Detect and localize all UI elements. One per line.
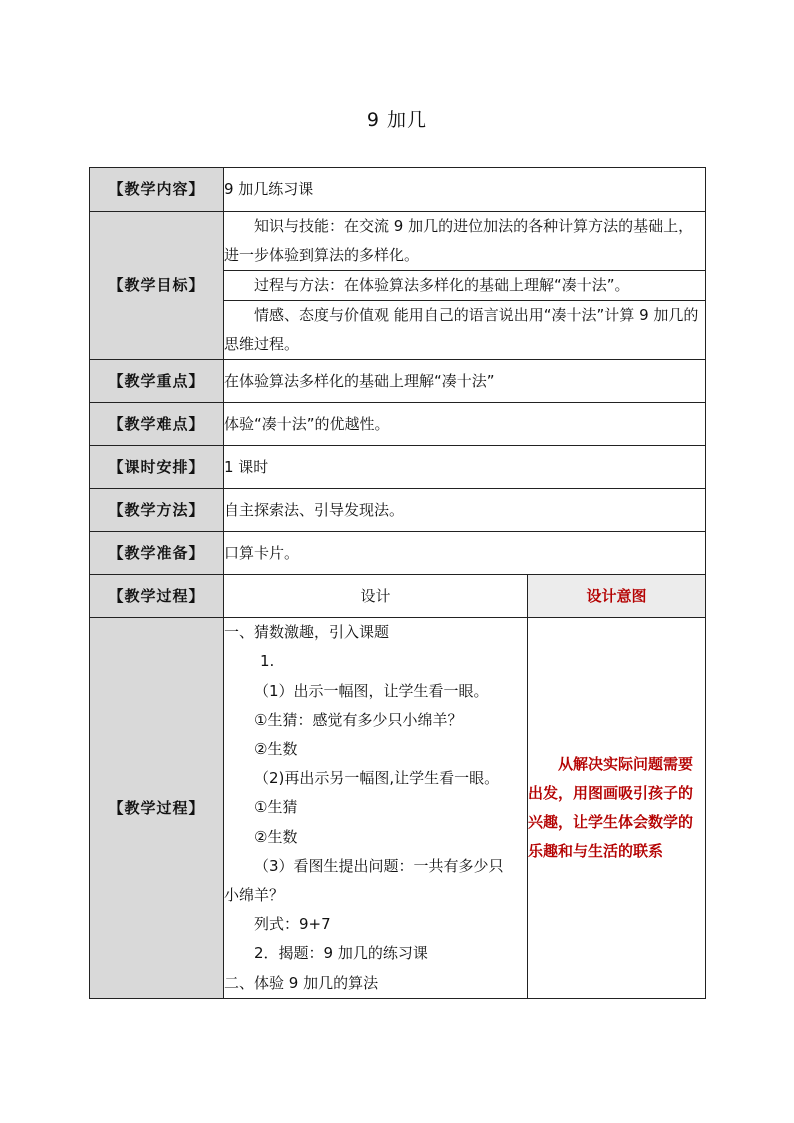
design-line: （1）出示一幅图，让学生看一眼。 bbox=[254, 681, 489, 700]
row-goal-1 bbox=[90, 212, 706, 271]
value-difficulties: 体验“凑十法”的优越性。 bbox=[224, 403, 706, 446]
row-process bbox=[90, 618, 706, 999]
design-line: （2)再出示另一幅图,让学生看一眼。 bbox=[254, 769, 500, 788]
label-process: 【教学过程】 bbox=[90, 618, 224, 999]
value-key-points: 在体验算法多样化的基础上理解“凑十法” bbox=[224, 360, 706, 403]
row-schedule bbox=[90, 446, 706, 489]
design-line: ②生数 bbox=[254, 739, 298, 758]
design-intent bbox=[528, 618, 706, 999]
design-line: 1. bbox=[260, 652, 275, 671]
value-methods: 自主探索法、引导发现法。 bbox=[224, 489, 706, 532]
design-line: ②生数 bbox=[254, 827, 298, 846]
label-content: 【教学内容】 bbox=[90, 168, 224, 212]
value-preparation: 口算卡片。 bbox=[224, 532, 706, 575]
row-difficulties bbox=[90, 403, 706, 446]
label-methods: 【教学方法】 bbox=[90, 489, 224, 532]
row-process-header bbox=[90, 575, 706, 618]
label-difficulties: 【教学难点】 bbox=[90, 403, 224, 446]
row-preparation bbox=[90, 532, 706, 575]
design-line: 列式：9+7 bbox=[254, 915, 331, 934]
lesson-plan-table bbox=[89, 167, 706, 999]
row-key-points bbox=[90, 360, 706, 403]
design-line: ①生猜 bbox=[254, 798, 298, 817]
design-line: （3）看图生提出问题：一共有多少只 bbox=[254, 856, 504, 875]
row-methods bbox=[90, 489, 706, 532]
design-content bbox=[224, 618, 528, 999]
column-header-intent: 设计意图 bbox=[528, 575, 706, 618]
goal-process: 过程与方法：在体验算法多样化的基础上理解“凑十法”。 bbox=[224, 271, 706, 301]
goal-attitude: 情感、态度与价值观 能用自己的语言说出用“凑十法”计算 9 加几的思维过程。 bbox=[224, 301, 706, 360]
row-content bbox=[90, 168, 706, 212]
design-line: 小绵羊？ bbox=[224, 886, 285, 904]
design-intent-text: 从解决实际问题需要出发，用图画吸引孩子的兴趣，让学生体会数学的乐趣和与生活的联系 bbox=[528, 755, 694, 860]
value-schedule: 1 课时 bbox=[224, 446, 706, 489]
label-process-header: 【教学过程】 bbox=[90, 575, 224, 618]
design-line: 二、体验 9 加几的算法 bbox=[224, 973, 379, 992]
page-title: 9 加几 bbox=[366, 109, 428, 131]
label-schedule: 【课时安排】 bbox=[90, 446, 224, 489]
label-preparation: 【教学准备】 bbox=[90, 532, 224, 575]
label-goals: 【教学目标】 bbox=[90, 212, 224, 360]
column-header-design: 设计 bbox=[224, 575, 528, 618]
goal-knowledge: 知识与技能：在交流 9 加几的进位加法的各种计算方法的基础上，进一步体验到算法的多样化。 bbox=[224, 212, 706, 271]
design-line: 2．揭题：9 加几的练习课 bbox=[254, 944, 428, 963]
value-content: 9 加几练习课 bbox=[224, 168, 706, 212]
design-line: ①生猜：感觉有多少只小绵羊？ bbox=[254, 710, 463, 729]
label-key-points: 【教学重点】 bbox=[90, 360, 224, 403]
design-line: 一、猜数激趣，引入课题 bbox=[224, 623, 390, 642]
